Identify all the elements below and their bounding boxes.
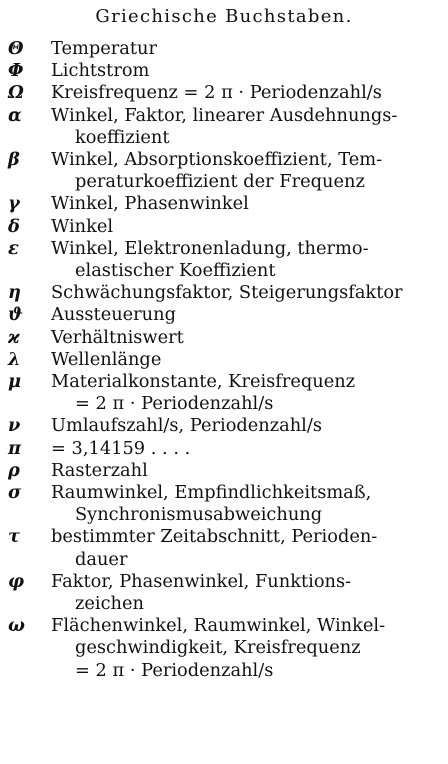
definition xyxy=(51,415,440,437)
list-item-tau xyxy=(8,526,440,570)
list-item-omega-upper xyxy=(8,82,440,104)
definition-line: Synchronismusabweichung xyxy=(75,504,323,526)
symbol: Θ xyxy=(8,38,24,59)
list-item-gamma xyxy=(8,193,440,215)
definition xyxy=(51,460,440,482)
symbol: μ xyxy=(8,371,22,393)
definition-line: Aussteuerung xyxy=(51,304,176,326)
definition xyxy=(51,438,440,460)
definition-line: Schwächungsfaktor, Steigerungsfaktor xyxy=(51,282,403,304)
symbol: ω xyxy=(8,615,25,637)
definition-line: peraturkoeffizient der Frequenz xyxy=(75,171,365,193)
list-item-sigma xyxy=(8,482,440,526)
definition-line: Lichtstrom xyxy=(51,60,150,82)
definition-line: Kreisfrequenz = 2 π · Periodenzahl/s xyxy=(51,82,382,104)
definition-line: Winkel, Absorptionskoeffizient, Tem- xyxy=(51,149,383,171)
symbol: ρ xyxy=(8,459,20,481)
definition xyxy=(51,571,440,615)
definition xyxy=(51,482,440,526)
list-item-lambda xyxy=(8,349,440,371)
definition-line: = 2 π · Periodenzahl/s xyxy=(75,659,274,681)
list-item-nu xyxy=(8,415,440,437)
symbol: ϑ xyxy=(8,304,24,326)
list-item-alpha xyxy=(8,105,440,149)
symbol: ν xyxy=(8,415,21,437)
symbol: δ xyxy=(8,215,20,237)
definition-line: zeichen xyxy=(75,593,144,615)
definition xyxy=(51,238,440,282)
definition-line: Winkel, Phasenwinkel xyxy=(51,193,249,215)
list-item-pi xyxy=(8,438,440,460)
list-item-theta xyxy=(8,38,440,60)
symbol: η xyxy=(8,282,21,304)
list-item-kappa xyxy=(8,327,440,349)
list-item-beta xyxy=(8,149,440,193)
definition-line: Rasterzahl xyxy=(51,459,148,481)
list-item-eta xyxy=(8,282,440,304)
definition-line: = 3,14159 . . . . xyxy=(51,437,191,459)
definition-line: Winkel xyxy=(51,215,114,237)
definition xyxy=(51,282,440,304)
symbol: Φ xyxy=(8,60,24,82)
definition-line: dauer xyxy=(75,548,128,570)
symbol: φ xyxy=(8,570,25,592)
definition-line: geschwindigkeit, Kreisfrequenz xyxy=(75,637,361,659)
definition-line: Winkel, Elektronenladung, thermo- xyxy=(51,237,369,259)
list-item-phi-upper xyxy=(8,60,440,82)
list-item-theta-variant xyxy=(8,304,440,326)
definition xyxy=(51,216,440,238)
definition xyxy=(51,371,440,415)
definition xyxy=(51,193,440,215)
definition-line: = 2 π · Periodenzahl/s xyxy=(75,393,274,415)
symbol: ϰ xyxy=(8,326,20,348)
definition xyxy=(51,149,440,193)
list-item-rho xyxy=(8,460,440,482)
definition xyxy=(51,526,440,570)
definition xyxy=(51,349,440,371)
definition-line: Raumwinkel, Empfindlichkeitsmaß, xyxy=(51,482,372,504)
definition xyxy=(51,82,440,104)
symbol: β xyxy=(8,149,20,171)
symbol: ε xyxy=(8,237,19,259)
list-item-omega xyxy=(8,615,440,682)
symbol: λ xyxy=(8,348,21,370)
symbol: σ xyxy=(8,482,22,504)
definition-line: koeffizient xyxy=(75,126,170,148)
definition-line: Winkel, Faktor, linearer Ausdehnungs- xyxy=(51,104,398,126)
definition xyxy=(51,304,440,326)
definition-line: Wellenlänge xyxy=(51,348,162,370)
definition-line: bestimmter Zeitabschnitt, Perioden- xyxy=(51,526,378,548)
symbol: π xyxy=(8,437,22,459)
definition-line: Flächenwinkel, Raumwinkel, Winkel- xyxy=(51,615,386,637)
definition xyxy=(51,60,440,82)
definition-line: elastischer Koeffizient xyxy=(75,260,276,282)
symbol: Ω xyxy=(8,82,24,104)
definition-line: Faktor, Phasenwinkel, Funktions- xyxy=(51,570,352,592)
list-item-mu xyxy=(8,371,440,415)
definition xyxy=(51,615,440,682)
symbol: τ xyxy=(8,526,20,548)
list-item-epsilon xyxy=(8,238,440,282)
definition-line: Verhältniswert xyxy=(51,326,184,348)
list-item-phi xyxy=(8,571,440,615)
definition-line: Materialkonstante, Kreisfrequenz xyxy=(51,371,356,393)
definition xyxy=(51,105,440,149)
symbol: γ xyxy=(8,193,20,215)
page-title: Griechische Buchstaben. xyxy=(95,6,353,27)
definition xyxy=(51,38,440,60)
list-item-delta xyxy=(8,216,440,238)
definition-line: Temperatur xyxy=(51,38,157,59)
definition-line: Umlaufszahl/s, Periodenzahl/s xyxy=(51,415,322,437)
definition xyxy=(51,327,440,349)
symbol: α xyxy=(8,104,22,126)
